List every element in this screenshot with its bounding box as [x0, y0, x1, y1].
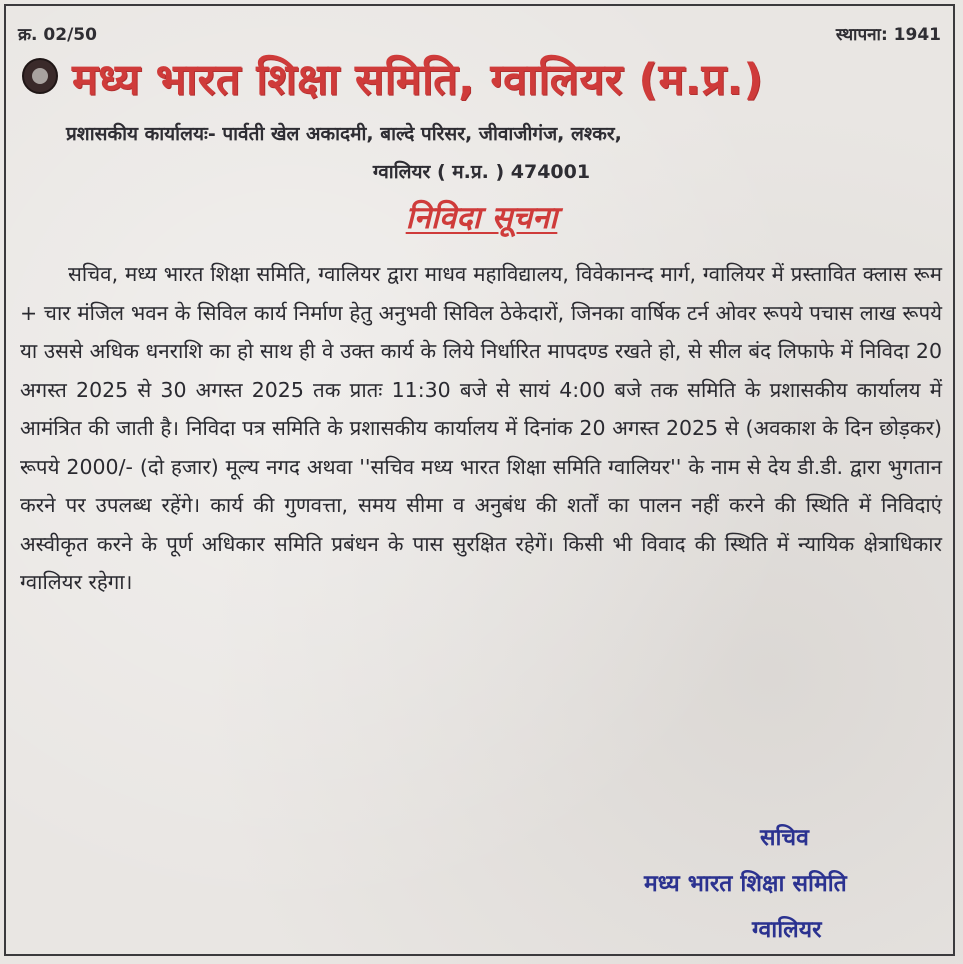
- emblem-center: [32, 68, 48, 84]
- notice-body: सचिव, मध्य भारत शिक्षा समिति, ग्वालियर द्वारा माधव महाविद्यालय, विवेकानन्द मार्ग, ग्वालियर में प्रस्तावित क्लास रूम + चार मंजिल भवन के सिविल कार्य निर्माण हेतु अनुभवी सिविल ठेकेदारों, जिनका वार्षिक टर्न ओवर रूपये पचास लाख रूपये या उससे अधिक धनराशि का हो साथ ही वे उक्त कार्य के लिये निर्धारित मापदण्ड रखते हो, से सील बंद लिफाफे में निविदा 20 अगस्त 2025 से 30 अगस्त 2025 तक प्रातः 11:30 बजे से सायं 4:00 बजे तक समिति के प्रशासकीय कार्यालय में आमंत्रित की जाती है। निविदा पत्र समिति के प्रशासकीय कार्यालय में दिनांक 20 अगस्त 2025 से (अवकाश के दिन छोड़कर) रूपये 2000/- (दो हजार) मूल्य नगद अथवा ''सचिव मध्य भारत शिक्षा समिति ग्वालियर'' के नाम से देय डी.डी. द्वारा भुगतान करने पर उपलब्ध रहेंगे। कार्य की गुणवत्ता, समय सीमा व अनुबंध की शर्तों का पालन नहीं करने की स्थिति में निविदाएं अस्वीकृत करने के पूर्ण अधिकार समिति प्रबंधन के पास सुरक्षित रहेगें। किसी भी विवाद की स्थिति में न्यायिक क्षेत्राधिकार ग्वालियर रहेगा।: [20, 262, 942, 594]
- notice-title: निविदा सूचना: [405, 200, 558, 236]
- established-year: स्थापना: 1941: [835, 25, 941, 45]
- signature-city: ग्वालियर: [752, 917, 822, 943]
- reference-number: क्र. 02/50: [18, 25, 97, 45]
- address-line-1: प्रशासकीय कार्यालयः- पार्वती खेल अकादमी, बाल्दे परिसर, जीवाजीगंज, लश्कर,: [66, 123, 622, 145]
- signature-designation: सचिव: [760, 825, 809, 851]
- address-line-2: ग्वालियर ( म.प्र. ) 474001: [372, 161, 591, 183]
- signature-organization: मध्य भारत शिक्षा समिति: [644, 871, 847, 897]
- emblem-icon: [22, 58, 58, 94]
- organization-name: मध्य भारत शिक्षा समिति, ग्वालियर (म.प्र.): [72, 55, 764, 105]
